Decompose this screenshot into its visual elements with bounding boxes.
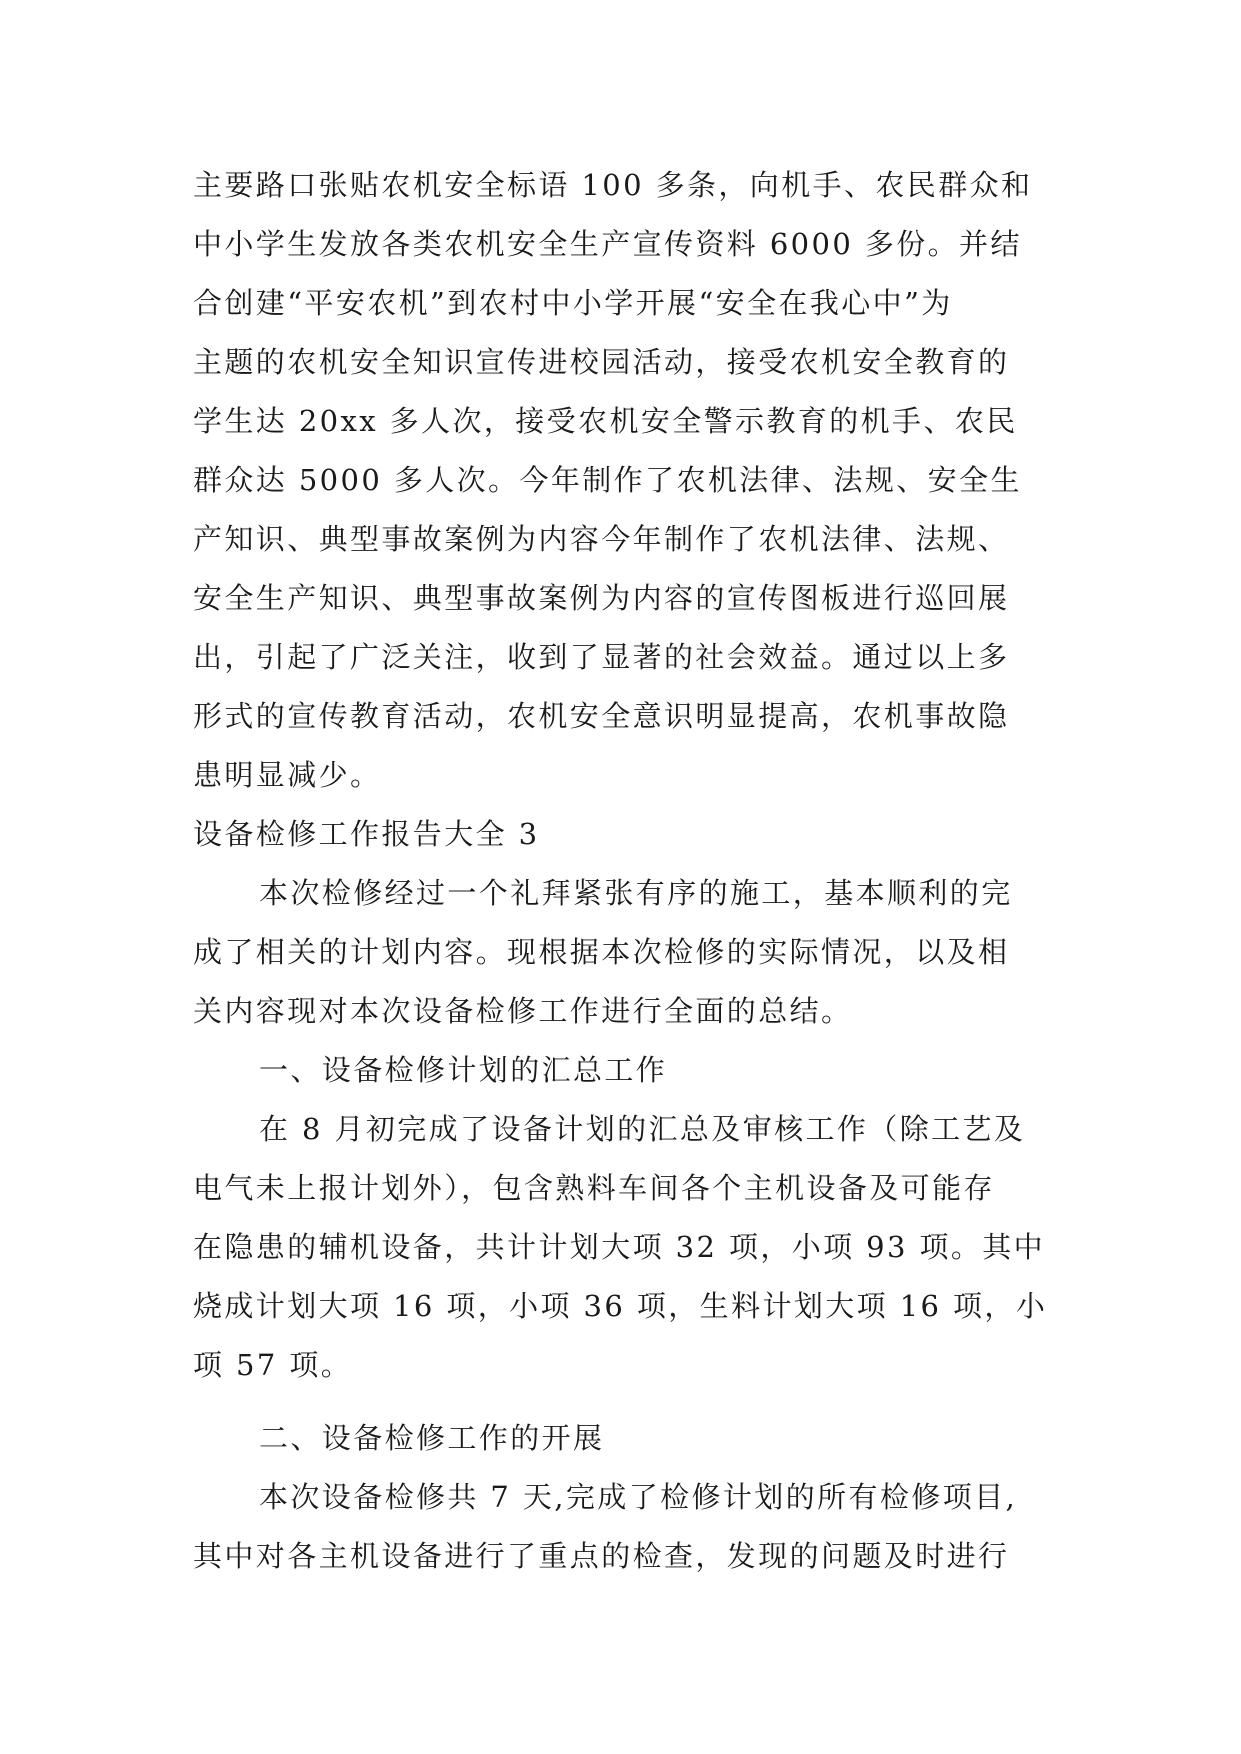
text-line: 安全生产知识、典型事故案例为内容的宣传图板进行巡回展 (193, 581, 1010, 615)
text-line: 合创建“平安农机”到农村中小学开展“安全在我心中”为 (193, 286, 953, 320)
text-line: 患明显减少。 (193, 758, 382, 792)
text-line: 产知识、典型事故案例为内容今年制作了农机法律、法规、 (193, 522, 1010, 556)
text-line: 出，引起了广泛关注，收到了显著的社会效益。通过以上多 (193, 640, 1010, 674)
text-line: 烧成计划大项 16 项，小项 36 项，生料计划大项 16 项，小 (193, 1289, 1048, 1323)
text-line: 中小学生发放各类农机安全生产宣传资料 6000 多份。并结 (193, 227, 1022, 261)
text-line: 成了相关的计划内容。现根据本次检修的实际情况，以及相 (193, 935, 1010, 969)
text-line: 主要路口张贴农机安全标语 100 多条，向机手、农民群众和 (193, 168, 1033, 202)
paragraph-gap (193, 1395, 1055, 1409)
text-line: 本次设备检修共 7 天,完成了检修计划的所有检修项目, (259, 1480, 1018, 1514)
text-line: 其中对各主机设备进行了重点的检查，发现的问题及时进行 (193, 1539, 1010, 1573)
section-title: 设备检修工作报告大全 3 (193, 817, 540, 851)
text-line: 在 8 月初完成了设备计划的汇总及审核工作（除工艺及 (259, 1112, 1026, 1146)
text-line: 群众达 5000 多人次。今年制作了农机法律、法规、安全生 (193, 463, 1022, 497)
text-line: 本次检修经过一个礼拜紧张有序的施工，基本顺利的完 (259, 876, 1013, 910)
text-line: 形式的宣传教育活动，农机安全意识明显提高，农机事故隐 (193, 699, 1010, 733)
text-line: 学生达 20xx 多人次，接受农机安全警示教育的机手、农民 (193, 404, 1018, 438)
text-line: 电气未上报计划外），包含熟料车间各个主机设备及可能存 (193, 1171, 995, 1205)
document-body (193, 156, 1055, 1586)
text-line: 项 57 项。 (193, 1348, 353, 1382)
heading-plan-summary: 一、设备检修计划的汇总工作 (259, 1053, 668, 1087)
text-line: 在隐患的辅机设备，共计计划大项 32 项，小项 93 项。其中 (193, 1230, 1046, 1264)
heading-work-progress: 二、设备检修工作的开展 (259, 1421, 605, 1455)
paragraph-overview (193, 864, 1055, 1041)
paragraph-propaganda (193, 156, 1055, 805)
paragraph-work-progress (193, 1468, 1055, 1586)
paragraph-plan-summary (193, 1100, 1055, 1395)
text-line: 主题的农机安全知识宣传进校园活动，接受农机安全教育的 (193, 345, 1010, 379)
text-line: 关内容现对本次设备检修工作进行全面的总结。 (193, 994, 853, 1028)
